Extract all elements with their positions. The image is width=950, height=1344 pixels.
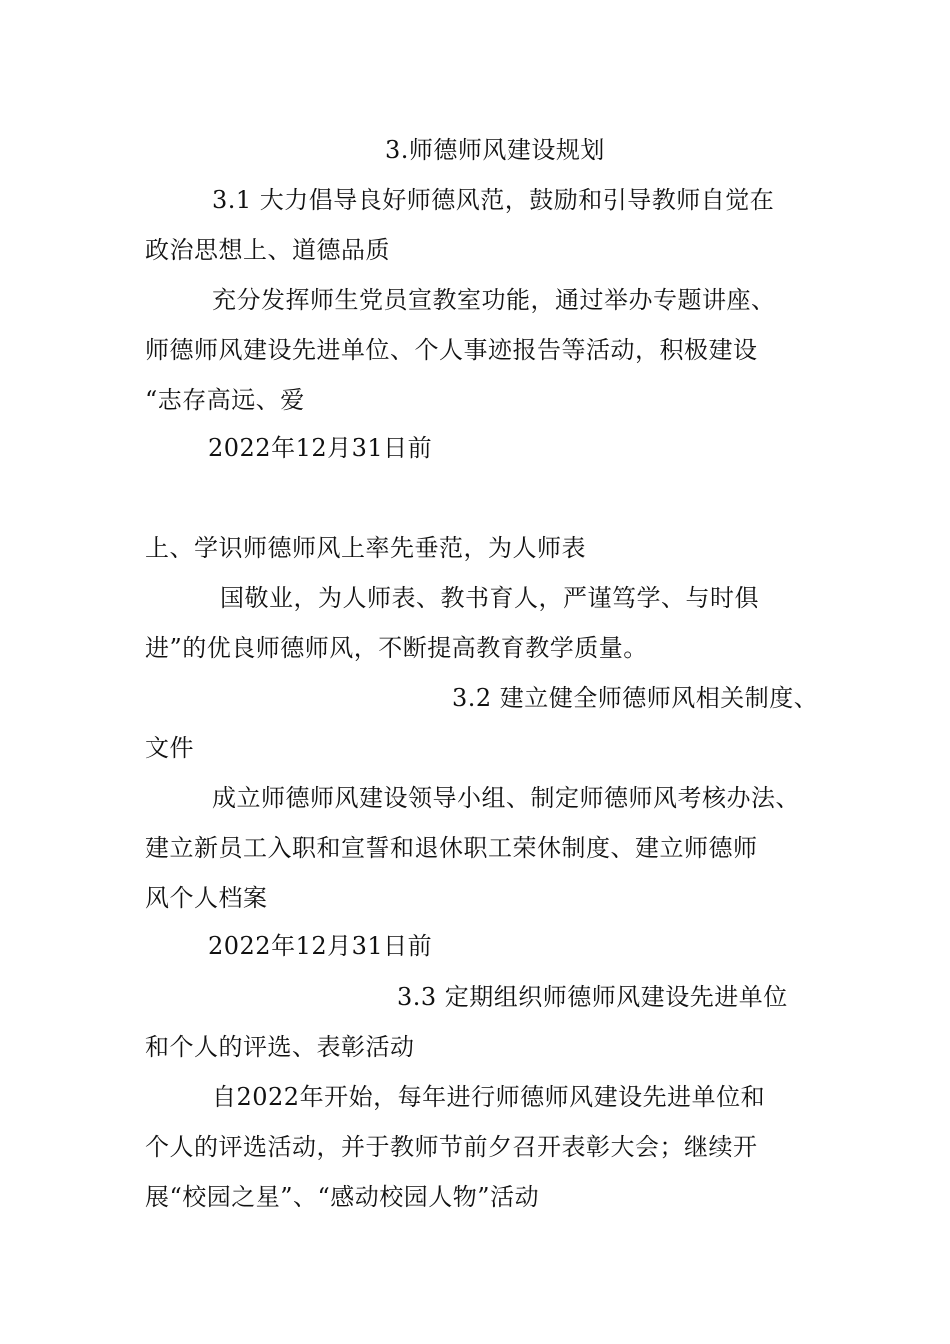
item-3-3-title-line1: 3.3 定期组织师德师风建设先进单位 — [397, 983, 788, 1011]
item-3-1-title-line1: 3.1 大力倡导良好师德风范，鼓励和引导教师自觉在 — [212, 186, 775, 214]
item-3-2-title-line1: 3.2 建立健全师德师风相关制度、 — [452, 684, 819, 712]
item-3-3-title-line2: 和个人的评选、表彰活动 — [145, 1033, 415, 1061]
item-3-2-title-line2: 文件 — [145, 734, 194, 762]
item-3-3-measure-line1: 自2022年开始，每年进行师德师风建设先进单位和 — [212, 1083, 766, 1111]
item-3-3-measure-line3: 展“校园之星”、“感动校园人物”活动 — [145, 1183, 540, 1211]
item-3-2-deadline: 2022年12月31日前 — [208, 932, 433, 960]
item-3-1-measure-continued2: 进”的优良师德师风，不断提高教育教学质量。 — [145, 634, 648, 662]
item-3-2-measure-line3: 风个人档案 — [145, 884, 268, 912]
item-3-1-measure-line3: “志存高远、爱 — [145, 386, 305, 414]
item-3-1-title-line2: 政治思想上、道德品质 — [145, 236, 390, 264]
item-3-1-measure-line1: 充分发挥师生党员宣教室功能，通过举办专题讲座、 — [212, 286, 776, 314]
item-3-1-measure-continued1: 国敬业，为人师表、教书育人，严谨笃学、与时俱 — [220, 584, 759, 612]
item-3-3-measure-line2: 个人的评选活动，并于教师节前夕召开表彰大会；继续开 — [145, 1133, 758, 1161]
item-3-1-measure-line2: 师德师风建设先进单位、个人事迹报告等活动，积极建设 — [145, 336, 758, 364]
item-3-2-measure-line2: 建立新员工入职和宣誓和退休职工荣休制度、建立师德师 — [145, 834, 758, 862]
item-3-2-measure-line1: 成立师德师风建设领导小组、制定师德师风考核办法、 — [212, 784, 800, 812]
item-3-1-title-continued: 上、学识师德师风上率先垂范，为人师表 — [145, 534, 586, 562]
section-heading: 3.师德师风建设规划 — [385, 136, 605, 164]
item-3-1-deadline: 2022年12月31日前 — [208, 434, 433, 462]
